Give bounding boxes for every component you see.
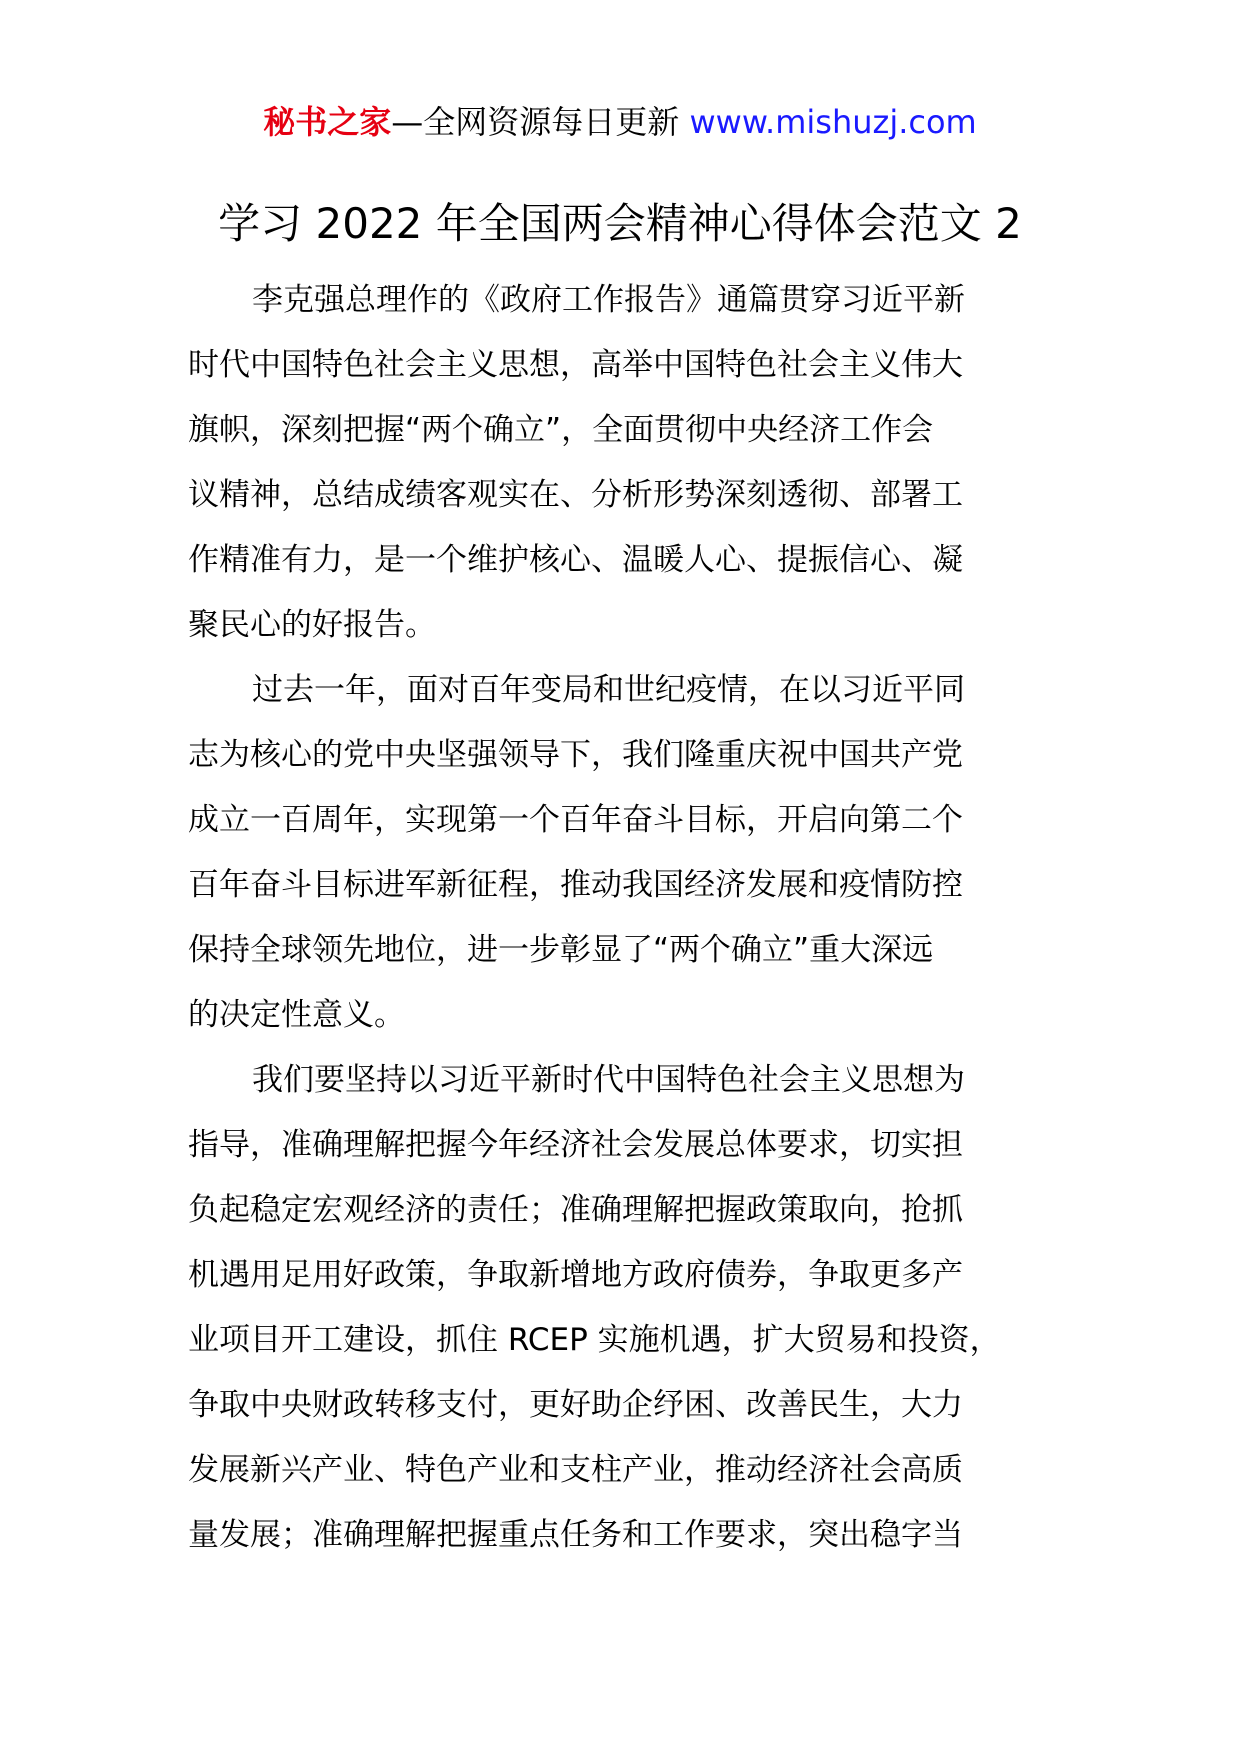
header-tagline: —全网资源每日更新 (391, 103, 690, 141)
paragraph-line: 负起稳定宏观经济的责任；准确理解把握政策取向，抢抓 (188, 1192, 963, 1228)
paragraph-line: 发展新兴产业、特色产业和支柱产业，推动经济社会高质 (188, 1452, 963, 1488)
paragraph-line: 过去一年，面对百年变局和世纪疫情，在以习近平同 (252, 672, 965, 708)
paragraph-line: 李克强总理作的《政府工作报告》通篇贯穿习近平新 (252, 282, 965, 318)
paragraph-line: 我们要坚持以习近平新时代中国特色社会主义思想为 (252, 1062, 965, 1098)
brand-name: 秘书之家 (263, 103, 392, 141)
paragraph-3 (188, 1048, 1028, 1568)
site-url-link[interactable]: www.mishuzj.com (689, 103, 977, 141)
paragraph-2 (188, 658, 1028, 1048)
paragraph-line: 的决定性意义。 (188, 997, 405, 1033)
paragraph-line: 保持全球领先地位，进一步彰显了“两个确立”重大深远 (188, 932, 934, 968)
paragraph-line: 时代中国特色社会主义思想，高举中国特色社会主义伟大 (188, 347, 963, 383)
paragraph-line: 机遇用足用好政策，争取新增地方政府债券，争取更多产 (188, 1257, 963, 1293)
paragraph-line: 作精准有力，是一个维护核心、温暖人心、提振信心、凝 (188, 542, 963, 578)
document-title: 学习 2022 年全国两会精神心得体会范文 2 (218, 199, 1022, 248)
paragraph-line: 聚民心的好报告。 (188, 607, 436, 643)
paragraph-line: 议精神，总结成绩客观实在、分析形势深刻透彻、部署工 (188, 477, 963, 513)
paragraph-line: 成立一百周年，实现第一个百年奋斗目标，开启向第二个 (188, 802, 963, 838)
paragraph-line: 志为核心的党中央坚强领导下，我们隆重庆祝中国共产党 (188, 737, 963, 773)
document-body (188, 268, 1028, 1568)
site-header (0, 100, 1240, 144)
paragraph-1 (188, 268, 1028, 658)
paragraph-line: 百年奋斗目标进军新征程，推动我国经济发展和疫情防控 (188, 867, 963, 903)
paragraph-line: 争取中央财政转移支付，更好助企纾困、改善民生，大力 (188, 1387, 963, 1423)
paragraph-line: 量发展；准确理解把握重点任务和工作要求，突出稳字当 (188, 1517, 963, 1553)
paragraph-line: 指导，准确理解把握今年经济社会发展总体要求，切实担 (188, 1127, 963, 1163)
paragraph-line: 旗帜，深刻把握“两个确立”，全面贯彻中央经济工作会 (188, 412, 934, 448)
paragraph-line: 业项目开工建设，抓住 RCEP 实施机遇，扩大贸易和投资， (188, 1322, 1001, 1358)
